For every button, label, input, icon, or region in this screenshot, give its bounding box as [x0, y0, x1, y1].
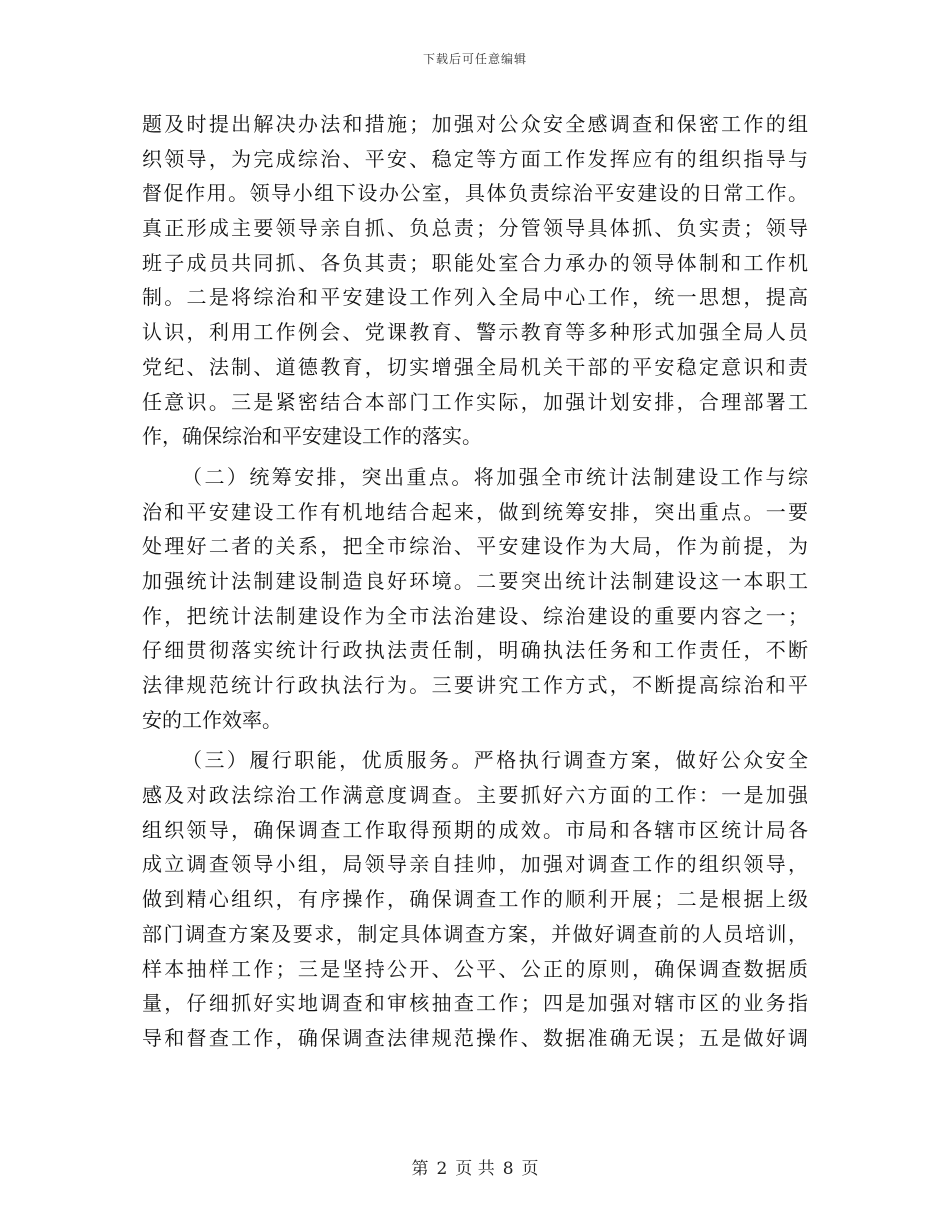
text-line: 组织领导，确保调查工作取得预期的成效。市局和各辖市区统计局各: [142, 817, 808, 842]
text-line: 任意识。三是紧密结合本部门工作实际，加强计划安排，合理部署工: [142, 389, 808, 414]
page-suffix: 页: [521, 1159, 539, 1179]
text-line: 班子成员共同抓、各负其责；职能处室合力承办的领导体制和工作机: [142, 250, 808, 275]
text-line: 成立调查领导小组，局领导亲自挂帅，加强对调查工作的组织领导，: [142, 852, 808, 877]
current-page: 2: [436, 1159, 448, 1179]
total-pages: 8: [502, 1159, 514, 1179]
text-line: 处理好二者的关系，把全市综治、平安建设作为大局，作为前提，为: [142, 534, 808, 559]
text-line: 真正形成主要领导亲自抓、负总责；分管领导具体抓、负实责；领导: [142, 216, 808, 241]
text-line: 治和平安建设工作有机地结合起来，做到统筹安排，突出重点。一要: [142, 499, 808, 524]
text-line: 织领导，为完成综治、平安、稳定等方面工作发挥应有的组织指导与: [142, 146, 808, 171]
text-line: 督促作用。领导小组下设办公室，具体负责综治平安建设的日常工作。: [142, 181, 808, 206]
paragraph-2: [142, 460, 808, 738]
text-line: 作，确保综治和平安建设工作的落实。: [142, 424, 482, 449]
text-line: 认识，利用工作例会、党课教育、警示教育等多种形式加强全局人员: [142, 320, 808, 345]
page-header: [0, 50, 950, 67]
text-line: （三）履行职能，优质服务。严格执行调查方案，做好公众安全: [182, 748, 808, 773]
text-line: 仔细贯彻落实统计行政执法责任制，明确执法任务和工作责任，不断: [142, 638, 808, 663]
document-body: [142, 107, 808, 1062]
text-line: 量，仔细抓好实地调查和审核抽查工作；四是加强对辖市区的业务指: [142, 991, 808, 1016]
text-line: （二）统筹安排，突出重点。将加强全市统计法制建设工作与综: [182, 464, 808, 489]
text-line: 感及对政法综治工作满意度调查。主要抓好六方面的工作：一是加强: [142, 783, 808, 808]
text-line: 加强统计法制建设制造良好环境。二要突出统计法制建设这一本职工: [142, 568, 808, 593]
page-middle: 页 共: [455, 1159, 495, 1179]
paragraph-3: [142, 743, 808, 1055]
paragraph-1: [142, 107, 808, 454]
text-line: 安的工作效率。: [142, 707, 282, 732]
text-line: 题及时提出解决办法和措施；加强对公众安全感调查和保密工作的组: [142, 112, 808, 136]
page-number: [0, 1154, 950, 1179]
text-line: 导和督查工作，确保调查法律规范操作、数据准确无误；五是做好调: [142, 1025, 808, 1050]
header-note: 下载后可任意编辑: [422, 52, 527, 66]
text-line: 样本抽样工作；三是坚持公开、公平、公正的原则，确保调查数据质: [142, 956, 808, 981]
text-line: 制。二是将综治和平安建设工作列入全局中心工作，统一思想，提高: [142, 285, 808, 310]
text-line: 法律规范统计行政执法行为。三要讲究工作方式，不断提高综治和平: [142, 673, 808, 697]
text-line: 做到精心组织，有序操作，确保调查工作的顺利开展；二是根据上级: [142, 887, 808, 912]
text-line: 部门调查方案及要求，制定具体调查方案，并做好调查前的人员培训，: [142, 921, 808, 946]
page-prefix: 第: [411, 1159, 429, 1179]
text-line: 作，把统计法制建设作为全市法治建设、综治建设的重要内容之一；: [142, 603, 808, 628]
text-line: 党纪、法制、道德教育，切实增强全局机关干部的平安稳定意识和责: [142, 354, 808, 379]
